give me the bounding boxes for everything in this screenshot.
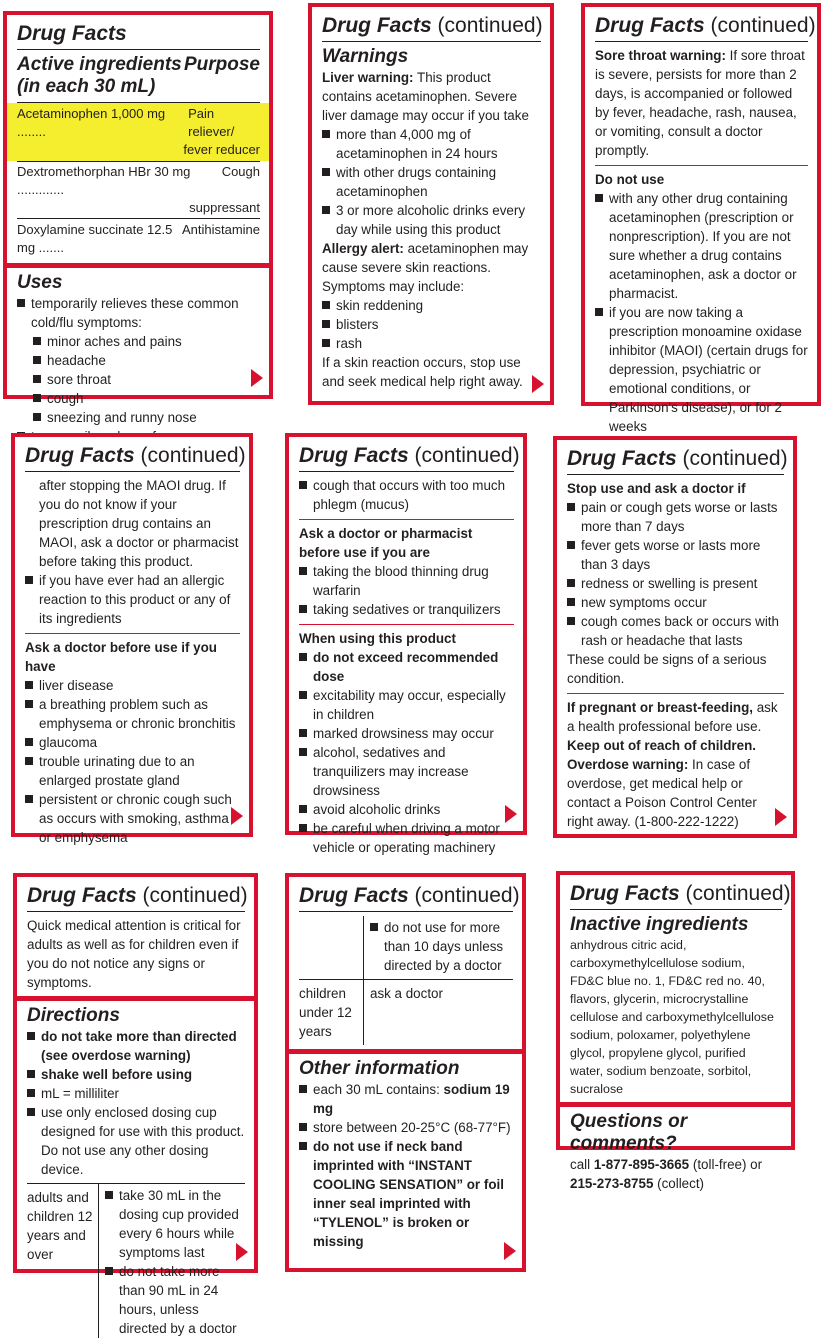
panel-title (299, 883, 520, 912)
overdose-text: In case of overdose, get medical help or contact a Poison Control Center right away. (1-800-222-1222) (567, 757, 757, 829)
stop-use-item: new symptoms occur (567, 593, 784, 612)
drug-facts-panel-7 (13, 873, 258, 1336)
sore-label: Sore throat warning: (595, 48, 726, 63)
title-text: Drug Facts (299, 444, 409, 467)
other-info-text: each 30 mL contains: (313, 1082, 444, 1097)
ingredient-name: Acetaminophen 1,000 mg ........ (17, 106, 166, 139)
title-text: Drug Facts (25, 444, 135, 467)
liver-label: Liver warning: (322, 70, 414, 85)
title-text: Drug Facts (299, 884, 409, 907)
continue-arrow-icon (504, 1242, 516, 1260)
liver-text: This product contains acetaminophen. Severe liver damage may occur if you take (322, 70, 529, 123)
active-header (17, 54, 260, 76)
when-using-title: When using this product (299, 631, 456, 646)
allergy-item: rash (322, 334, 541, 353)
other-info-item (299, 1080, 513, 1118)
stop-use-title: Stop use and ask a doctor if (567, 481, 746, 496)
continue-arrow-icon (251, 369, 263, 387)
directions-item: shake well before using (27, 1065, 245, 1084)
dosage-table-continued (299, 916, 513, 1045)
title-continued: (continued) (140, 444, 246, 467)
active-ingredients-title: Active ingredients (17, 54, 182, 75)
phone-collect: 215-273-8755 (570, 1176, 654, 1191)
when-using-item: avoid alcoholic drinks (299, 800, 514, 819)
pregnant-warning (567, 698, 784, 736)
drug-facts-panel-5 (285, 433, 527, 855)
continue-arrow-icon (236, 1243, 248, 1261)
ingredient-purpose: Antihistamine (181, 222, 260, 237)
ingredient-purpose: suppressant (189, 200, 260, 215)
allergy-item: skin reddening (322, 296, 541, 315)
liver-item: more than 4,000 mg of acetaminophen in 24 hours (322, 125, 541, 163)
skin-reaction-text: If a skin reaction occurs, stop use and seek medical help right away. (322, 355, 523, 389)
directions-item: use only enclosed dosing cup designed for use with this product. Do not use any other dosing device. (27, 1103, 245, 1179)
title-continued: (continued) (685, 882, 791, 905)
title-continued: (continued) (682, 447, 788, 470)
signs-text: These could be signs of a serious condition. (567, 652, 767, 686)
when-using-item: do not exceed recommended dose (299, 648, 514, 686)
other-info-item: do not use if neck band imprinted with “INSTANT COOLING SENSATION” or foil inner seal imprinted with “TYLENOL” is broken or missing (299, 1137, 513, 1251)
dosage-table (27, 1183, 245, 1338)
panel-title (17, 21, 260, 50)
tollfree-text: (toll-free) or (689, 1157, 763, 1172)
title-continued: (continued) (142, 884, 248, 907)
ingredient-name: Dextromethorphan HBr 30 mg ............. (17, 164, 191, 197)
panel-title (299, 443, 520, 472)
purpose-title: Purpose (183, 54, 260, 75)
drug-facts-panel-3 (581, 3, 821, 434)
uses-subitem: sore throat (33, 370, 260, 389)
ask-doctor-title: Ask a doctor before use if you have (25, 640, 217, 674)
title-text: Drug Facts (27, 884, 137, 907)
allergy-alert (322, 239, 541, 296)
do-not-use-item: with any other drug containing acetaminophen (prescription or nonprescription). If you are not sure whether a drug contains acetaminophen, ask a doctor or pharmacist. (595, 189, 808, 303)
directions-item: mL = milliliter (27, 1084, 245, 1103)
dosage-cell (99, 1184, 245, 1338)
ask-doctor-item: glaucoma (25, 733, 240, 752)
ask-pharmacist-title: Ask a doctor or pharmacist before use if you are (299, 526, 473, 560)
when-using-item: be careful when driving a motor vehicle or operating machinery (299, 819, 514, 857)
cough-item: cough that occurs with too much phlegm (mucus) (299, 476, 514, 514)
allergy-label: Allergy alert: (322, 241, 404, 256)
preg-label: If pregnant or breast-feeding, (567, 700, 753, 715)
ingredient-row-acetaminophen (7, 103, 269, 161)
quick-attention-text: Quick medical attention is critical for adults as well as for children even if you do not notice any signs or symptoms. (27, 918, 241, 990)
ingredient-row-doxylamine (17, 219, 260, 259)
liver-warning (322, 68, 541, 125)
continue-arrow-icon (505, 805, 517, 823)
call-text: call (570, 1157, 594, 1172)
stop-use-item: pain or cough gets worse or lasts more than 7 days (567, 498, 784, 536)
title-continued: (continued) (710, 14, 816, 37)
drug-facts-panel-4 (11, 433, 253, 845)
dosage-item: do not take more than 90 mL in 24 hours, unless directed by a doctor (105, 1262, 245, 1338)
title-text: Drug Facts (322, 14, 432, 37)
other-info-title: Other information (299, 1058, 460, 1079)
stop-use-item: fever gets worse or lasts more than 3 days (567, 536, 784, 574)
drug-facts-panel-9 (556, 871, 795, 1191)
children-label: children under 12 years (299, 980, 364, 1045)
title-continued: (continued) (437, 14, 543, 37)
inactive-ingredients-text: anhydrous citric acid, carboxymethylcellulose sodium, FD&C blue no. 1, FD&C red no. 40, flavors, glycerin, microcrystalline cellulose and carboxymethylcellulose sodium, poloxamer, polyethylene glycol, propylene glycol, purified water, sodium benzoate, sorbitol, sucralose (570, 938, 774, 1096)
liver-item: with other drugs containing acetaminophen (322, 163, 541, 201)
uses-subitem: cough (33, 389, 260, 408)
stop-use-item: cough comes back or occurs with rash or headache that lasts (567, 612, 784, 650)
ask-doctor-item: a breathing problem such as emphysema or chronic bronchitis (25, 695, 240, 733)
title-text: Drug Facts (567, 447, 677, 470)
when-using-item: alcohol, sedatives and tranquilizers may increase drowsiness (299, 743, 514, 800)
ask-pharmacist-item: taking sedatives or tranquilizers (299, 600, 514, 619)
uses-item: temporarily relieves these common cold/flu symptoms: (17, 294, 260, 332)
ask-pharmacist-item: taking the blood thinning drug warfarin (299, 562, 514, 600)
directions-title: Directions (27, 1005, 120, 1026)
title-text: Drug Facts (595, 14, 705, 37)
panel-title (27, 883, 248, 912)
continue-arrow-icon (532, 375, 544, 393)
continue-arrow-icon (775, 808, 787, 826)
panel-title (567, 446, 788, 475)
continue-arrow-icon (231, 807, 243, 825)
overdose-label: Overdose warning: (567, 757, 689, 772)
children-value: ask a doctor (370, 986, 443, 1001)
title-continued: (continued) (414, 444, 520, 467)
other-info-item: store between 20-25°C (68-77°F) (299, 1118, 513, 1137)
ask-doctor-item: liver disease (25, 676, 240, 695)
stop-use-item: redness or swelling is present (567, 574, 784, 593)
age-label: adults and children 12 years and over (27, 1184, 99, 1338)
title-text: Drug Facts (570, 882, 680, 905)
do-not-use-title: Do not use (595, 172, 665, 187)
inactive-ingredients-title: Inactive ingredients (570, 914, 749, 935)
title-continued: (continued) (414, 884, 520, 907)
uses-subitem: sneezing and runny nose (33, 408, 260, 427)
ingredient-purpose: Pain reliever/ (188, 106, 235, 139)
uses-title: Uses (17, 272, 63, 293)
drug-facts-panel-8 (285, 873, 526, 1272)
sore-throat-warning (595, 46, 808, 160)
title-text: Drug Facts (17, 22, 127, 45)
allergy-text: acetaminophen may cause severe skin reactions. Symptoms may include: (322, 241, 529, 294)
maoi-continued-text: after stopping the MAOI drug. If you do not know if your prescription drug contains an MAOI, ask a doctor or pharmacist before taking this product. (39, 478, 239, 569)
ingredient-purpose: Cough (221, 164, 260, 179)
preg-text: ask a health professional before use. (567, 700, 778, 734)
allergic-item: if you have ever had an allergic reaction to this product or any of its ingredients (25, 571, 240, 628)
panel-title (595, 13, 816, 42)
when-using-item: marked drowsiness may occur (299, 724, 514, 743)
panel-title (25, 443, 246, 472)
sore-text: If sore throat is severe, persists for more than 2 days, is accompanied or followed by fever, headache, rash, nausea, or vomiting, consult a doctor promptly. (595, 48, 805, 158)
keep-out-of-reach: Keep out of reach of children. (567, 738, 756, 753)
collect-text: (collect) (653, 1176, 705, 1191)
other-info-bold: sodium 19 mg (313, 1082, 510, 1116)
ask-doctor-item: persistent or chronic cough such as occurs with smoking, asthma or emphysema (25, 790, 240, 847)
dosage-item: do not use for more than 10 days unless directed by a doctor (370, 918, 513, 975)
liver-item: 3 or more alcoholic drinks every day while using this product (322, 201, 541, 239)
when-using-item: excitability may occur, especially in children (299, 686, 514, 724)
uses-subitem: headache (33, 351, 260, 370)
active-sub-title: (in each 30 mL) (17, 76, 156, 97)
drug-facts-panel-1 (3, 11, 273, 425)
allergy-item: blisters (322, 315, 541, 334)
contact-text (570, 1155, 782, 1193)
warnings-title: Warnings (322, 46, 409, 67)
ingredient-name: Doxylamine succinate 12.5 mg ....... (17, 222, 173, 255)
do-not-use-item: if you are now taking a prescription monoamine oxidase inhibitor (MAOI) (certain drugs for depression, psychiatric or emotional conditions, or Parkinson's disease), or for 2 weeks (595, 303, 808, 436)
ask-doctor-item: trouble urinating due to an enlarged prostate gland (25, 752, 240, 790)
drug-facts-panel-2 (308, 3, 554, 405)
questions-title: Questions or comments? (570, 1111, 688, 1154)
panel-title (322, 13, 541, 42)
drug-facts-panel-6 (553, 436, 797, 838)
uses-subitem: minor aches and pains (33, 332, 260, 351)
ingredient-purpose: fever reducer (183, 142, 260, 157)
phone-tollfree: 1-877-895-3665 (593, 1157, 690, 1172)
ingredient-row-dextromethorphan (17, 162, 260, 218)
panel-title (570, 881, 791, 910)
overdose-warning (567, 755, 784, 831)
dosage-item: take 30 mL in the dosing cup provided every 6 hours while symptoms last (105, 1186, 245, 1262)
directions-item: do not take more than directed (see overdose warning) (27, 1027, 245, 1065)
